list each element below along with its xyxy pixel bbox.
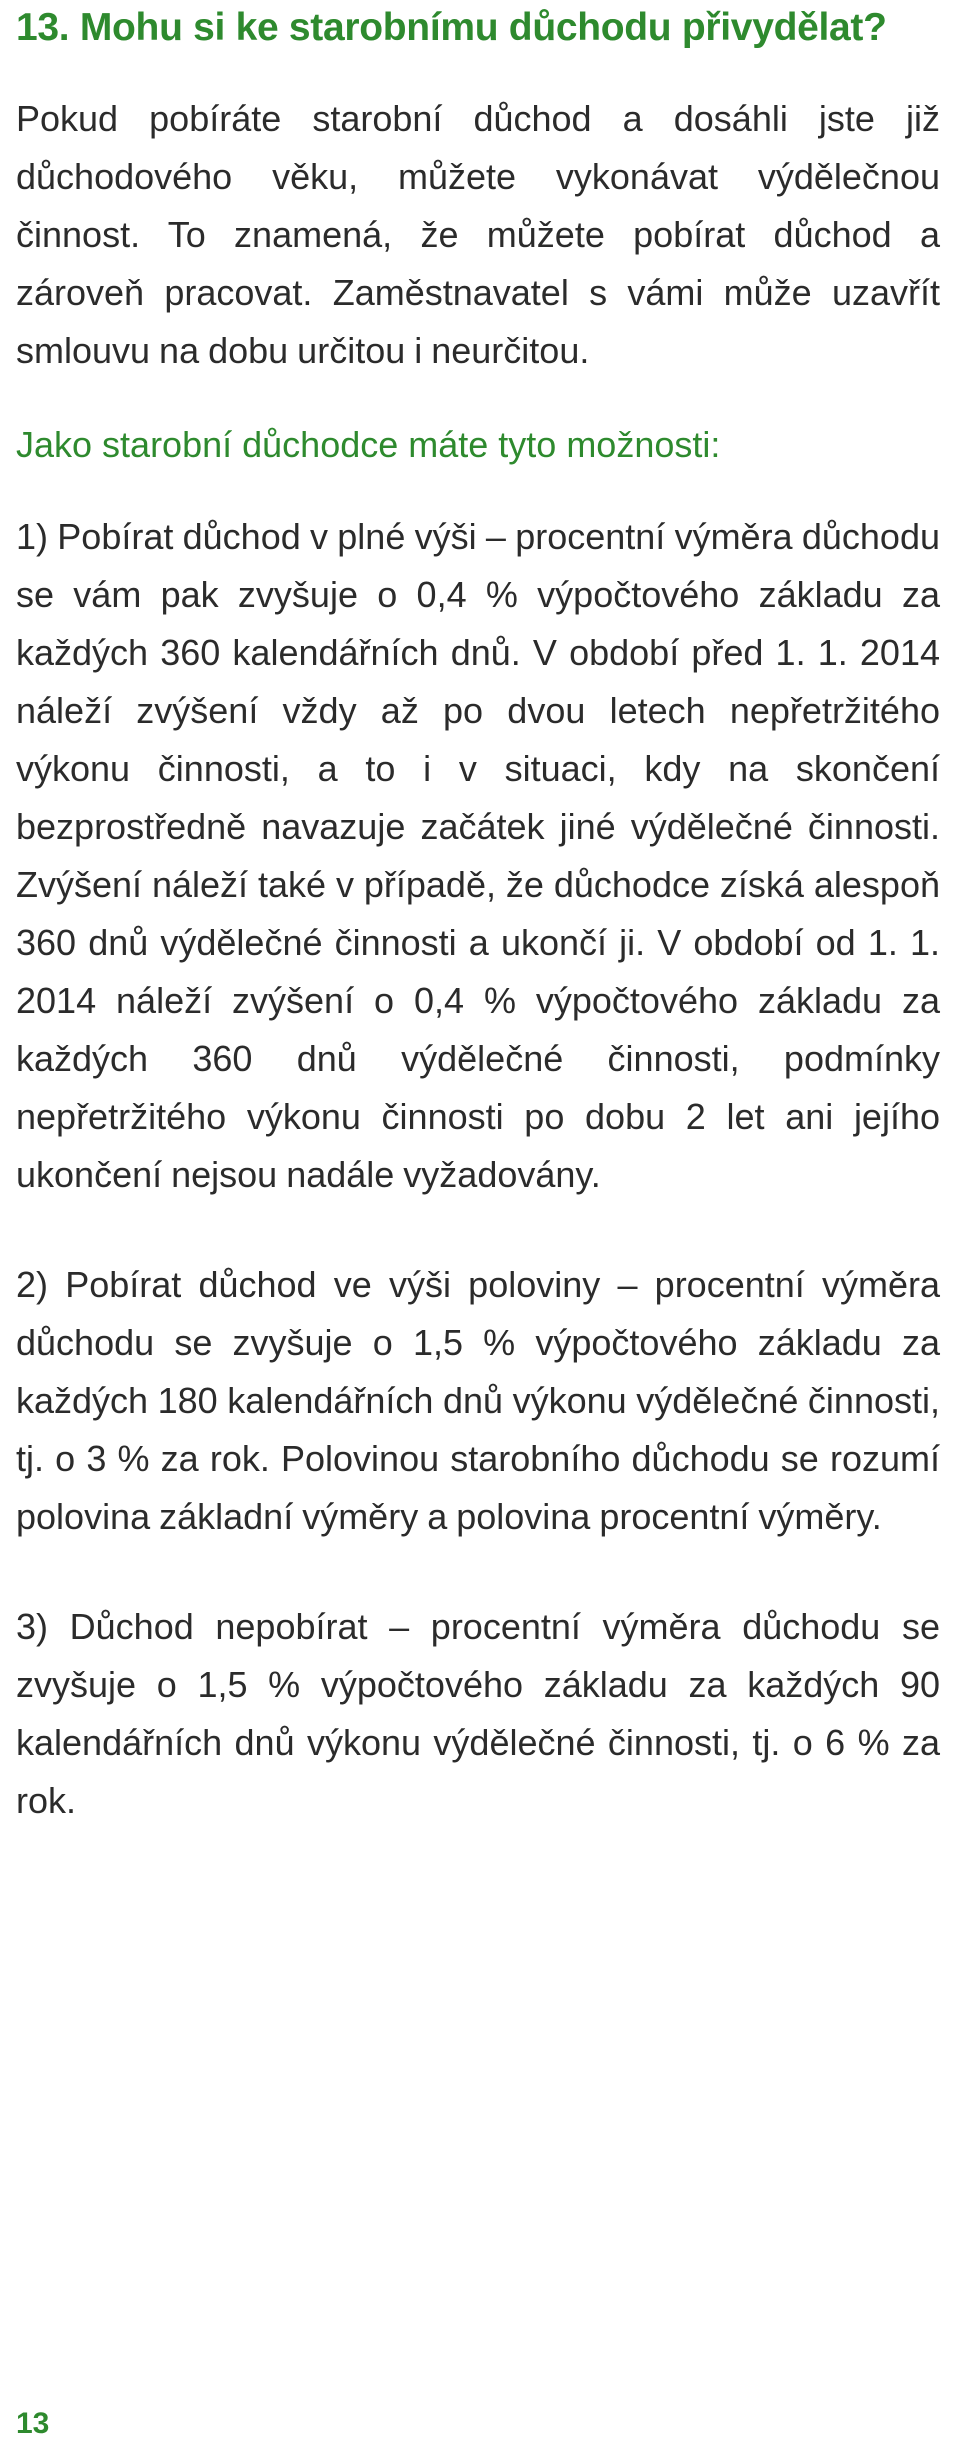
option-2-paragraph: 2) Pobírat důchod ve výši poloviny – procentní výměra důchodu se zvyšuje o 1,5 % výpočtového základu za každých 180 kalendářních dnů výkonu výdělečné činnosti, tj. o 3 % za rok. Polovinou starobního důchodu se rozumí polovina základní výměry a polovina procentní výměry. <box>16 1264 940 1537</box>
option-3-paragraph: 3) Důchod nepobírat – procentní výměra důchodu se zvyšuje o 1,5 % výpočtového základu za každých 90 kalendářních dnů výkonu výdělečné činnosti, tj. o 6 % za rok. <box>16 1606 940 1821</box>
option-1-paragraph: 1) Pobírat důchod v plné výši – procentní výměra důchodu se vám pak zvyšuje o 0,4 % výpočtového základu za každých 360 kalendářních dnů. V období před 1. 1. 2014 náleží zvýšení vždy až po dvou letech nepřetržitého výkonu činnosti, a to i v situaci, kdy na skončení bezprostředně navazuje začátek jiné výdělečné činnosti. Zvýšení náleží také v případě, že důchodce získá alespoň 360 dnů výdělečné činnosti a ukončí ji. V období od 1. 1. 2014 náleží zvýšení o 0,4 % výpočtového základu za každých 360 dnů výdělečné činnosti, podmínky nepřetržitého výkonu činnosti po dobu 2 let ani jejího ukončení nejsou nadále vyžadovány. <box>16 516 940 1195</box>
intro-paragraph: Pokud pobíráte starobní důchod a dosáhli jste již důchodového věku, můžete vykonávat výdělečnou činnost. To znamená, že můžete pobírat důchod a zároveň pracovat. Zaměstnavatel s vámi může uzavřít smlouvu na dobu určitou i neurčitou. <box>16 98 940 371</box>
section-heading: 13. Mohu si ke starobnímu důchodu přivydělat? <box>16 6 887 49</box>
page-number: 13 <box>16 2407 50 2440</box>
options-heading: Jako starobní důchodce máte tyto možnosti: <box>16 424 721 465</box>
document-page <box>16 0 940 1830</box>
